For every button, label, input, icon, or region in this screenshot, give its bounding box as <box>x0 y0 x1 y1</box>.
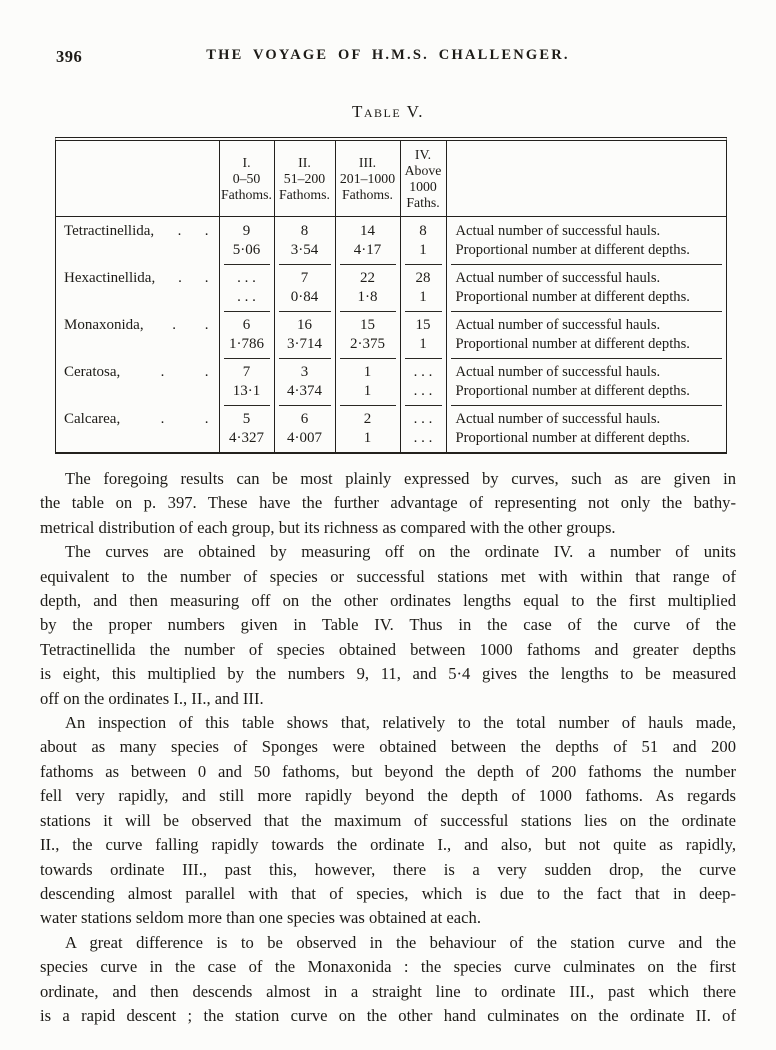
row-notes-cell <box>446 311 726 358</box>
proportional-value: . . . <box>413 430 433 446</box>
header-cell-notes-blank <box>446 141 726 217</box>
text-line: 51–200 <box>283 170 326 186</box>
table-caption: Table V. <box>352 102 424 121</box>
proportional-value: 1 <box>419 336 427 352</box>
value-cell <box>400 217 446 265</box>
leader-dot: . <box>204 223 209 239</box>
value-cell <box>274 264 335 311</box>
text-line: Proportional number at different depths. <box>455 430 690 446</box>
taxon-name: Monaxonida, <box>64 317 144 333</box>
table-row-tetractinellida <box>56 217 726 265</box>
value-cell <box>335 217 400 265</box>
paragraph-curves-intro <box>40 467 736 540</box>
text-line: Proportional number at different depths. <box>455 289 690 305</box>
proportional-value: 4·327 <box>229 430 264 446</box>
table-row-ceratosa <box>56 358 726 405</box>
proportional-value: . . . <box>413 383 433 399</box>
row-label-cell <box>56 217 219 265</box>
actual-hauls-value: . . . <box>413 411 433 427</box>
paragraph-monaxonida-difference <box>40 931 736 1029</box>
text-line: Actual number of successful hauls. <box>455 364 661 380</box>
text-line: depth, and then measuring off on the other ordinates lengths equal to the first multiplied <box>40 591 736 611</box>
table-row-monaxonida <box>56 311 726 358</box>
text-line: III. <box>358 154 377 170</box>
text-line: towards ordinate III., past this, however, there is a very sudden drop, the curve <box>40 859 736 879</box>
text-line: Proportional number at different depths. <box>455 242 690 258</box>
text-line: Proportional number at different depths. <box>455 336 690 352</box>
value-cell <box>274 405 335 452</box>
text-line: The curves are obtained by measuring off on the ordinate IV. a number of units <box>65 542 736 562</box>
text-line: Proportional number at different depths. <box>455 383 690 399</box>
value-cell <box>335 405 400 452</box>
proportional-value: 1 <box>419 242 427 258</box>
proportional-value: 1 <box>363 383 372 399</box>
table-v <box>55 137 727 454</box>
taxon-name: Calcarea, <box>64 411 121 427</box>
value-cell <box>219 264 274 311</box>
text-line: Actual number of successful hauls. <box>455 317 661 333</box>
actual-hauls-value: 28 <box>415 270 431 286</box>
column-header-iv <box>400 141 446 217</box>
page-number: 396 <box>56 47 83 66</box>
taxon-name: Tetractinellida, <box>64 223 155 239</box>
actual-hauls-value: 16 <box>297 317 312 333</box>
value-cell <box>274 217 335 265</box>
value-cell <box>274 358 335 405</box>
actual-hauls-value: 6 <box>242 317 251 333</box>
leader-dot: . <box>160 411 165 427</box>
text-line: Actual number of successful hauls. <box>455 411 661 427</box>
table-row-calcarea <box>56 405 726 452</box>
proportional-value: 1 <box>419 289 427 305</box>
proportional-value: 5·06 <box>232 242 261 258</box>
actual-hauls-value: 2 <box>363 411 372 427</box>
row-label-cell <box>56 264 219 311</box>
leader-dot: . <box>204 317 209 333</box>
text-line: metrical distribution of each group, but its richness as compared with the other groups. <box>40 517 616 537</box>
text-line: is a rapid descent ; the station curve on the other hand culminates on the ordinate II. of <box>40 1005 736 1025</box>
table-row-hexactinellida <box>56 264 726 311</box>
leader-dot: . <box>204 364 209 380</box>
actual-hauls-value: 22 <box>360 270 375 286</box>
taxon-name: Hexactinellida, <box>64 270 156 286</box>
row-notes-cell <box>446 358 726 405</box>
text-line: descending almost parallel with that of species, which is due to the fact that in deep- <box>40 883 736 903</box>
actual-hauls-value: 6 <box>300 411 309 427</box>
proportional-value: 4·007 <box>287 430 322 446</box>
column-header-ii <box>274 141 335 217</box>
row-notes-cell <box>446 217 726 265</box>
value-cell <box>335 358 400 405</box>
body-text <box>40 467 736 1028</box>
running-title: THE VOYAGE OF H.M.S. CHALLENGER. <box>206 47 570 63</box>
column-header-i <box>219 141 274 217</box>
leader-dot: . <box>172 317 177 333</box>
proportional-value: 1·786 <box>229 336 264 352</box>
actual-hauls-value: 14 <box>360 223 375 239</box>
text-line: about as many species of Sponges were obtained between the depths of 51 and 200 <box>40 737 736 757</box>
value-cell <box>335 264 400 311</box>
actual-hauls-value: . . . <box>237 270 256 286</box>
proportional-value: 13·1 <box>232 383 261 399</box>
leader-dot: . <box>204 411 209 427</box>
leader-dot: . <box>178 270 182 286</box>
text-line: Tetractinellida the number of species obtained between 1000 fathoms and greater depths <box>40 639 736 659</box>
proportional-value: 3·54 <box>290 242 319 258</box>
text-line: equivalent to the number of species or successful stations met with within that range of <box>40 566 736 586</box>
text-line: II. <box>298 154 311 170</box>
depth-distribution-table <box>56 141 726 452</box>
text-line: Fathoms. <box>221 186 272 202</box>
actual-hauls-value: 8 <box>419 223 427 239</box>
actual-hauls-value: 15 <box>415 317 431 333</box>
column-header-iii <box>335 141 400 217</box>
text-line: ordinate, and then descends almost in a straight line to ordinate III., past which there <box>40 981 736 1001</box>
text-line: Above <box>404 162 442 178</box>
text-line: II., the curve falling rapidly towards the ordinate I., and also, but not quite as rapidly, <box>40 835 736 855</box>
leader-dot: . <box>160 364 165 380</box>
row-notes-cell <box>446 264 726 311</box>
text-line: fell very rapidly, and still more rapidly beyond the depth of 1000 fathoms. As regards <box>40 786 736 806</box>
text-line: Fathoms. <box>342 186 393 202</box>
value-cell <box>219 311 274 358</box>
value-cell <box>219 358 274 405</box>
taxon-name: Ceratosa, <box>64 364 121 380</box>
text-line: 201–1000 <box>339 170 396 186</box>
actual-hauls-value: 1 <box>363 364 372 380</box>
text-line: 0–50 <box>232 170 261 186</box>
header-row <box>56 141 726 217</box>
value-cell <box>400 358 446 405</box>
text-line: stations it will be observed that the maximum of successful stations lies on the ordinate <box>40 810 736 830</box>
text-line: species curve in the case of the Monaxonida : the species curve culminates on the first <box>40 957 736 977</box>
header-cell-blank <box>56 141 219 217</box>
proportional-value: 2·375 <box>350 336 385 352</box>
proportional-value: 3·714 <box>287 336 322 352</box>
row-label-cell <box>56 405 219 452</box>
row-notes-cell <box>446 405 726 452</box>
row-label-cell <box>56 358 219 405</box>
page-header <box>40 47 736 69</box>
actual-hauls-value: 5 <box>242 411 251 427</box>
proportional-value: 4·374 <box>287 383 322 399</box>
actual-hauls-value: 8 <box>300 223 309 239</box>
value-cell <box>274 311 335 358</box>
value-cell <box>219 405 274 452</box>
table-header <box>56 141 726 217</box>
text-line: water stations seldom more than one species was obtained at each. <box>40 908 481 928</box>
text-line: I. <box>242 154 251 170</box>
value-cell <box>400 405 446 452</box>
actual-hauls-value: 15 <box>360 317 375 333</box>
text-line: 1000 <box>409 178 437 194</box>
text-line: Fathoms. <box>279 186 330 202</box>
paragraph-table-inspection <box>40 711 736 931</box>
text-line: off on the ordinates I., II., and III. <box>40 688 264 708</box>
text-line: is eight, this multiplied by the numbers 9, 11, and 5·4 gives the lengths to be measured <box>40 664 736 684</box>
text-line: Faths. <box>406 194 440 210</box>
proportional-value: 4·17 <box>353 242 382 258</box>
value-cell <box>335 311 400 358</box>
actual-hauls-value: 3 <box>300 364 309 380</box>
text-line: IV. <box>414 146 432 162</box>
table-body <box>56 217 726 453</box>
proportional-value: . . . <box>237 289 256 305</box>
proportional-value: 1 <box>363 430 372 446</box>
actual-hauls-value: 9 <box>242 223 251 239</box>
proportional-value: 0·84 <box>290 289 319 305</box>
text-line: Actual number of successful hauls. <box>455 223 661 239</box>
value-cell <box>400 311 446 358</box>
text-line: by the proper numbers given in Table IV. Thus in the case of the curve of the <box>40 615 736 635</box>
actual-hauls-value: 7 <box>300 270 309 286</box>
text-line: The foregoing results can be most plainly expressed by curves, such as are given in <box>65 469 736 488</box>
proportional-value: 1·8 <box>357 289 378 305</box>
paragraph-curve-method <box>40 540 736 711</box>
text-line: fathoms as between 0 and 50 fathoms, but beyond the depth of 200 fathoms the number <box>40 761 736 781</box>
text-line: A great difference is to be observed in the behaviour of the station curve and the <box>65 932 736 952</box>
value-cell <box>400 264 446 311</box>
text-line: An inspection of this table shows that, relatively to the total number of hauls made, <box>65 713 736 733</box>
leader-dot: . <box>177 223 182 239</box>
actual-hauls-value: 7 <box>242 364 251 380</box>
value-cell <box>219 217 274 265</box>
leader-dot: . <box>204 270 209 286</box>
text-line: Actual number of successful hauls. <box>455 270 661 286</box>
row-label-cell <box>56 311 219 358</box>
actual-hauls-value: . . . <box>413 364 433 380</box>
text-line: the table on p. 397. These have the further advantage of representing not only the bathy- <box>40 493 736 513</box>
